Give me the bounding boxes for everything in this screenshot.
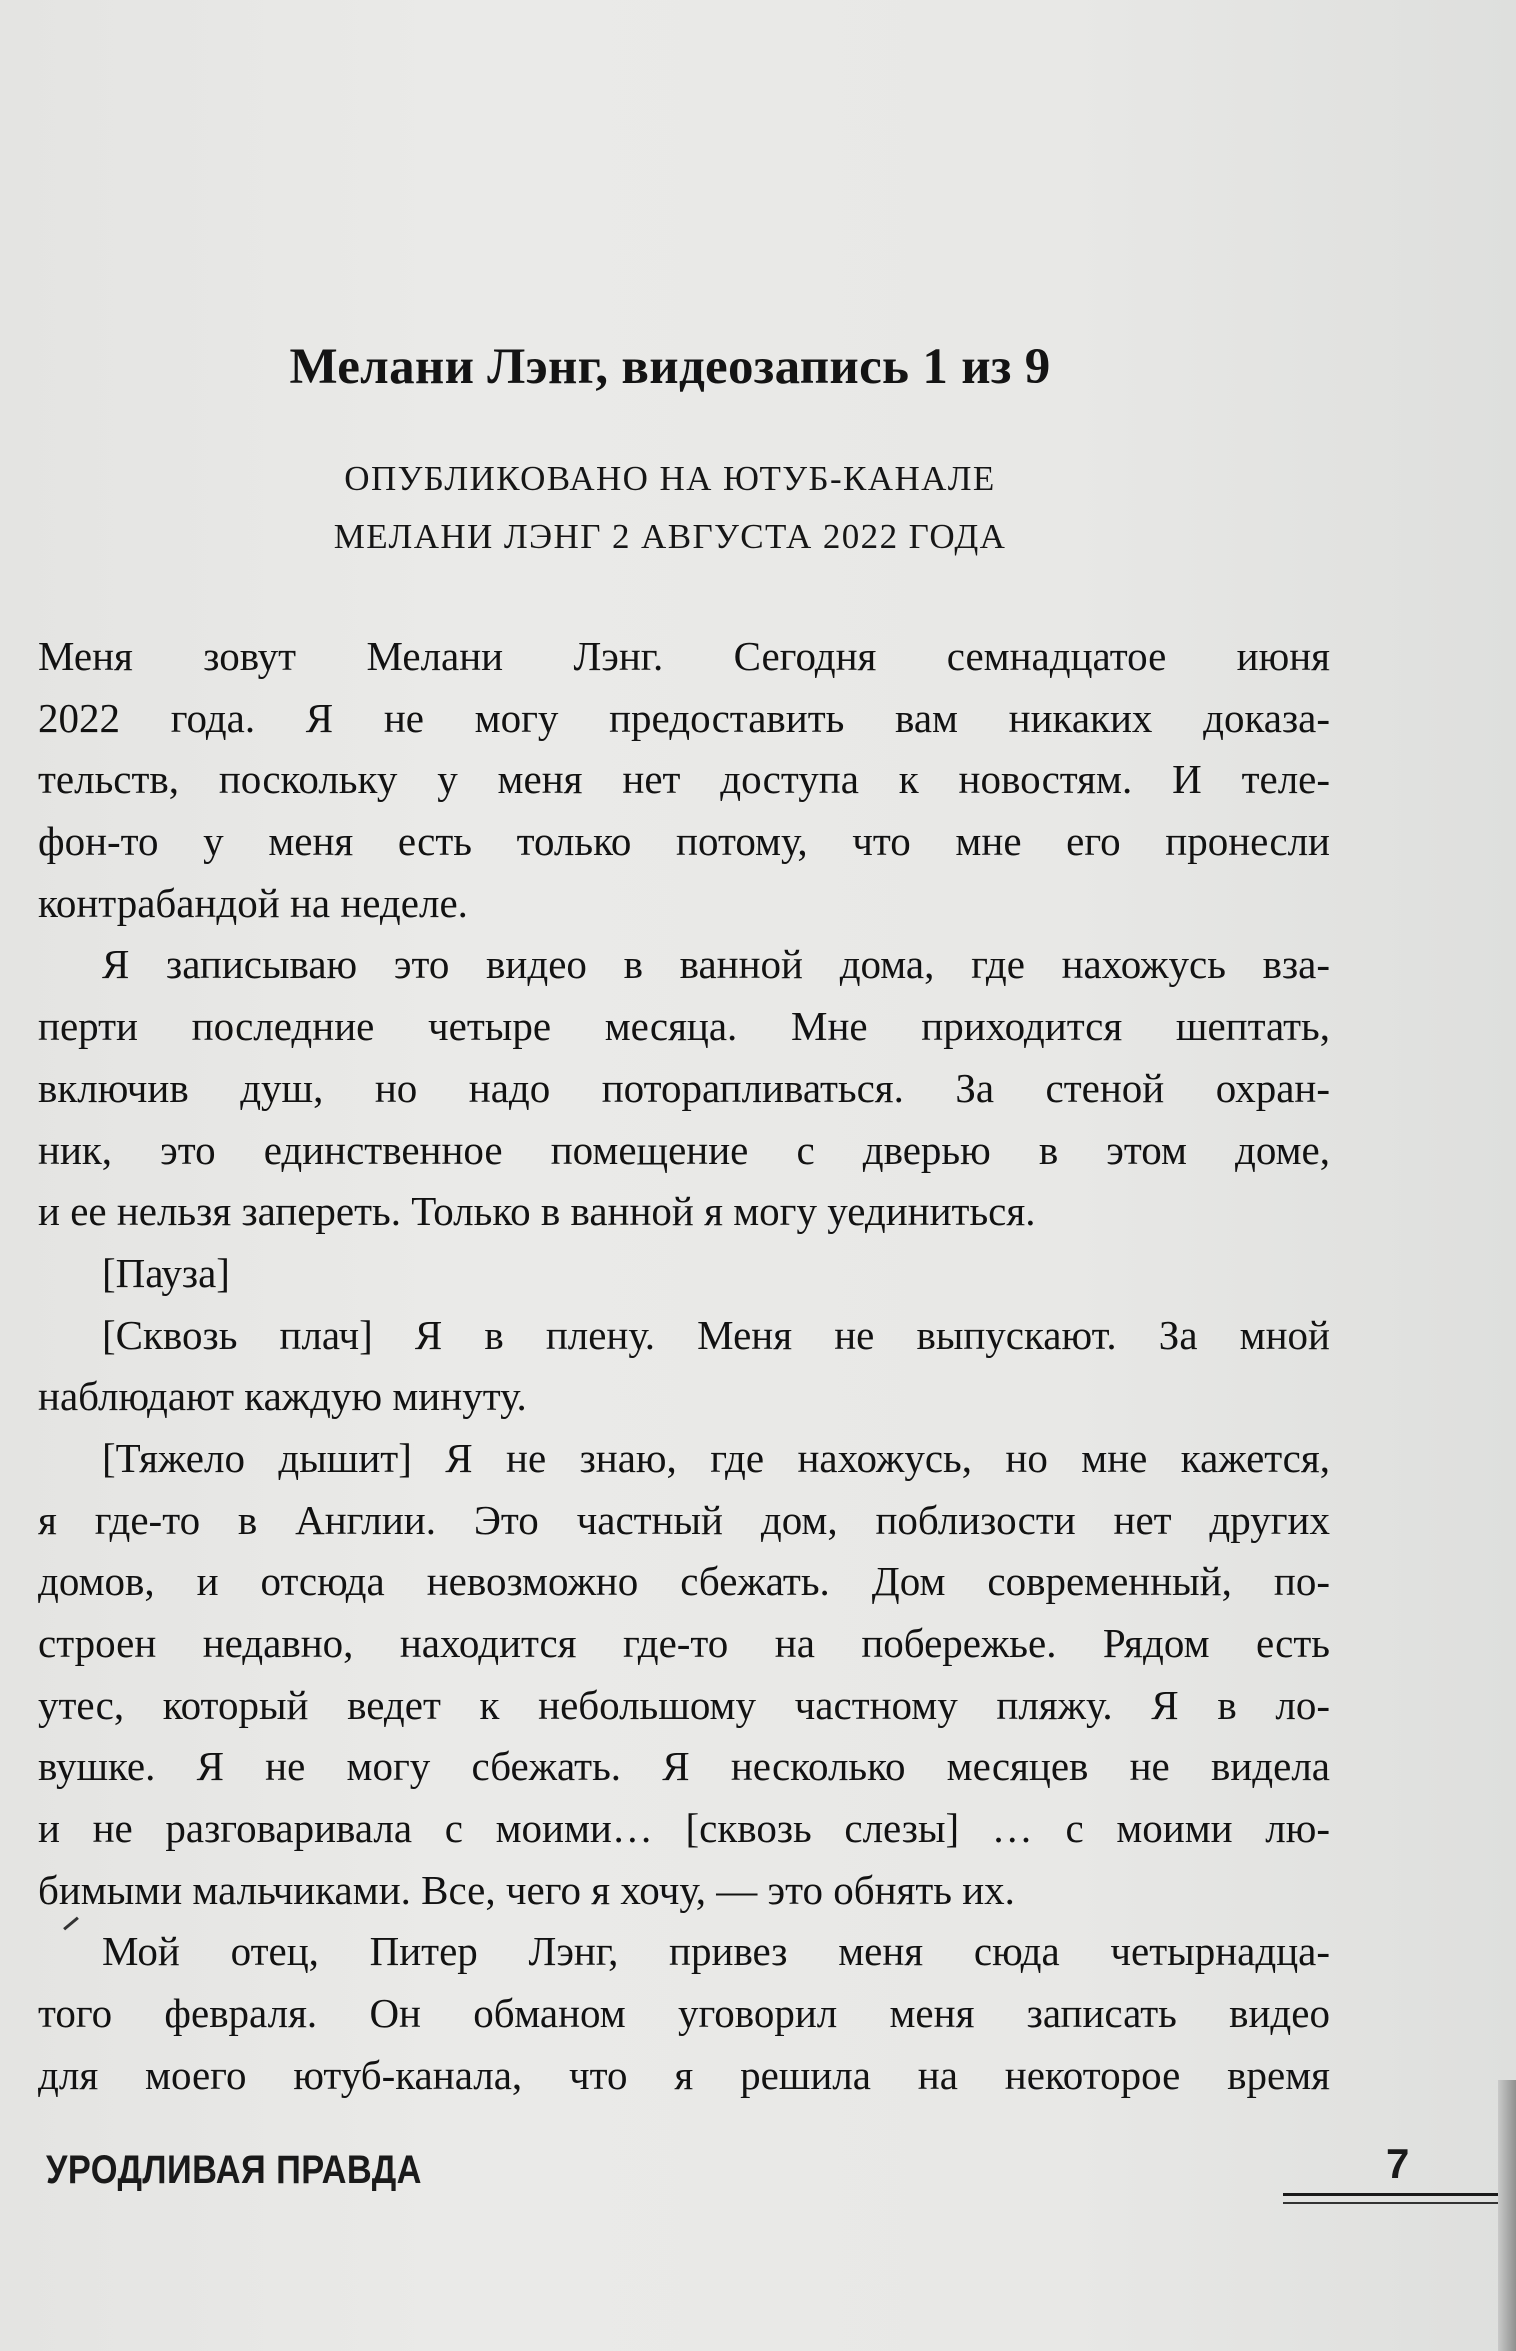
text-line: и ее нельзя запереть. Только в ванной я могу уединиться.: [38, 1188, 1036, 1235]
text-line: ник, это единственное помещение с дверью в этом доме,: [38, 1126, 1330, 1173]
text-line: [Тяжело дышит] Я не знаю, где нахожусь, но мне кажется,: [102, 1434, 1330, 1481]
text-line: перти последние четыре месяца. Мне приходится шептать,: [38, 1003, 1330, 1050]
text-line: наблюдают каждую минуту.: [38, 1373, 527, 1420]
text-line: [Пауза]: [102, 1249, 230, 1296]
chapter-heading: Мелани Лэнг, видеозапись 1 из 9: [289, 339, 1051, 395]
chapter-subheading: [0, 450, 1340, 566]
text-line: я где-то в Англии. Это частный дом, поблизости нет других: [38, 1496, 1330, 1543]
text-line: домов, и отсюда невозможно сбежать. Дом современный, по-: [38, 1558, 1330, 1605]
book-spine-shadow: [1498, 2080, 1516, 2351]
text-line: Меня зовут Мелани Лэнг. Сегодня семнадцатое июня: [38, 633, 1330, 679]
text-line: 2022 года. Я не могу предоставить вам никаких доказа-: [38, 694, 1330, 741]
text-line: для моего ютуб-канала, что я решила на некоторое время: [38, 2051, 1330, 2098]
footer-rule: [1283, 2202, 1506, 2204]
text-line: бимыми мальчиками. Все, чего я хочу, — это обнять их.: [38, 1866, 1015, 1913]
text-line: Я записываю это видео в ванной дома, где нахожусь вза-: [102, 941, 1330, 988]
footer-rule: [1283, 2193, 1506, 2196]
text-line: включив душ, но надо поторапливаться. За стеной охран-: [38, 1064, 1330, 1111]
text-line: контрабандой на неделе.: [38, 879, 468, 926]
body-text: [38, 626, 1330, 2107]
subheading-line: ОПУБЛИКОВАНО НА ЮТУБ-КАНАЛЕ: [344, 459, 996, 498]
text-line: тельств, поскольку у меня нет доступа к новостям. И теле-: [38, 756, 1330, 803]
text-line: того февраля. Он обманом уговорил меня записать видео: [38, 1990, 1330, 2037]
subheading-line: МЕЛАНИ ЛЭНГ 2 АВГУСТА 2022 ГОДА: [333, 517, 1007, 556]
text-line: строен недавно, находится где-то на побережье. Рядом есть: [38, 1620, 1330, 1666]
text-line: утес, который ведет к небольшому частному пляжу. Я в ло-: [38, 1681, 1330, 1728]
text-line: Мой отец, Питер Лэнг, привез меня сюда четырнадца-: [102, 1928, 1330, 1975]
running-footer-title: УРОДЛИВАЯ ПРАВДА: [46, 2148, 422, 2192]
text-line: вушке. Я не могу сбежать. Я несколько месяцев не видела: [38, 1743, 1330, 1790]
text-line: и не разговаривала с моими… [сквозь слезы] … с моими лю-: [38, 1805, 1330, 1852]
page-number: 7: [1386, 2140, 1410, 2187]
text-line: фон-то у меня есть только потому, что мне его пронесли: [38, 818, 1330, 865]
text-line: [Сквозь плач] Я в плену. Меня не выпускают. За мной: [102, 1311, 1330, 1358]
